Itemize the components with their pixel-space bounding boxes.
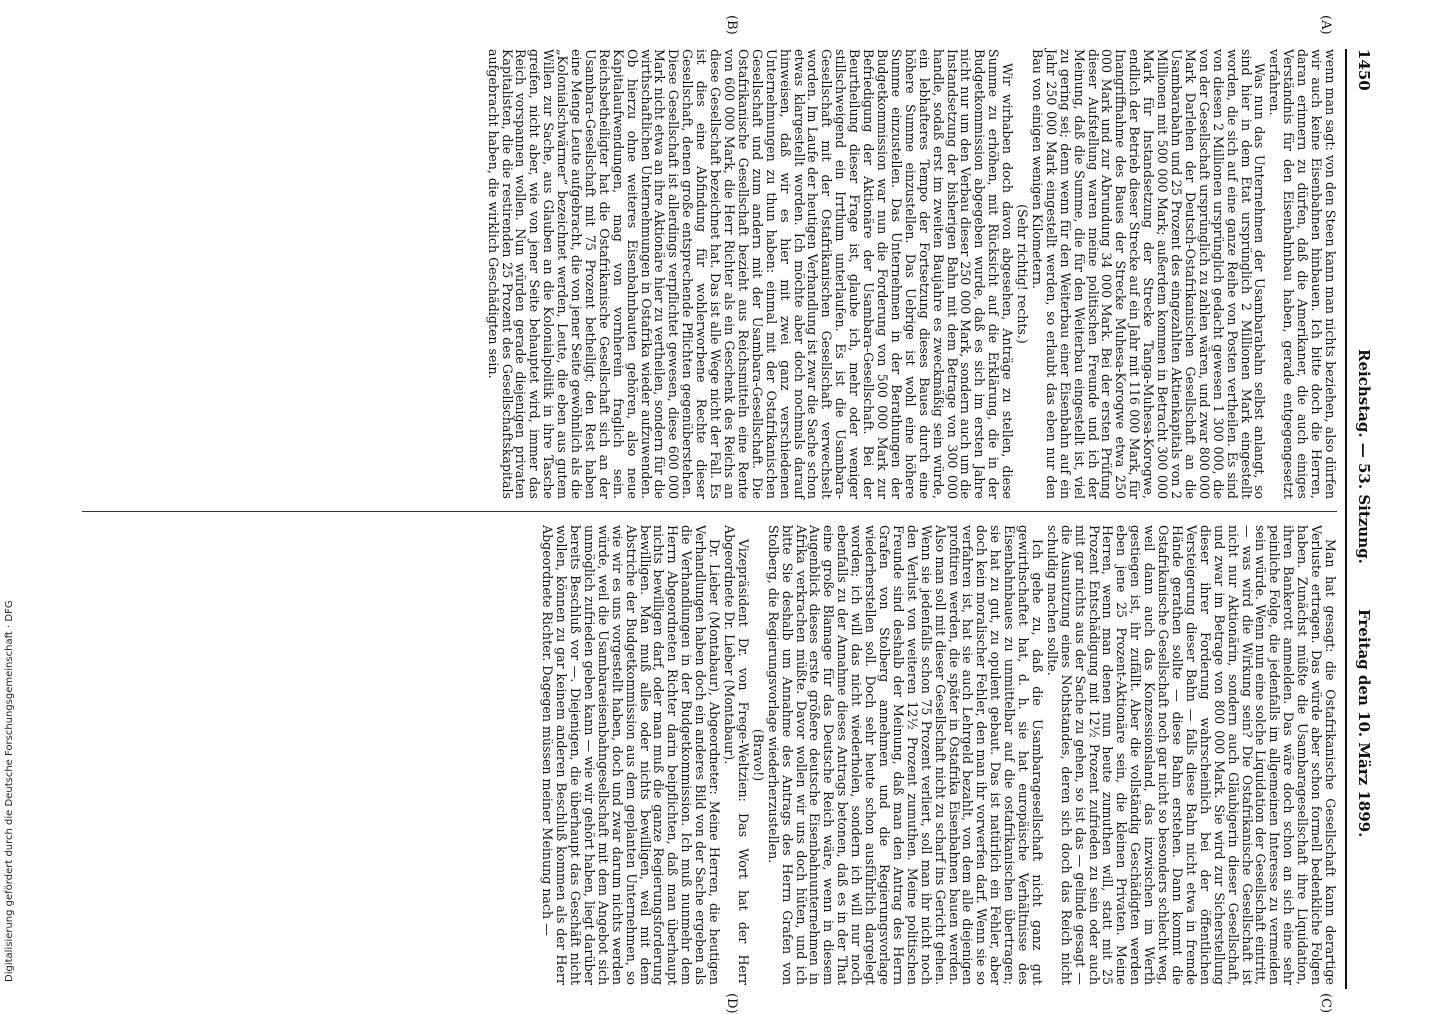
page-content	[57, 15, 1377, 1014]
margin-mark-d: (D)	[724, 993, 739, 1014]
page-title: Reichstag. — 53. Sitzung.	[1355, 349, 1373, 564]
paragraph: Dr. Lieber (Montabaur), Abgeordneter: Meine Herren, die heutigen Verhandlungen haben doch ein anderes Bild von der Sache ergeben als die Verhandlungen in der Budgetkommission. Ich muß nunmehr dem Herrn Abgeordneten Richter darin beipflichten, daß man überhaupt nichts bewilligen darf, oder man muß die ganze Regierungsforderung bewilligen. Man muß alles oder nichts bewilligen, weil mit dem Abstriche der Budgetkommission aus dem geplanten Unternehmen, so wie wir es uns vorgestellt haben, doch und zwar darum nichts werden würde, weil die Usambaraeisenbahngesellschaft mit dem Angebot sich unmöglich zufrieden geben kann — wie wir gehört haben, liegt darüber bereits Beschluß vor —. Diejenigen, die überhaupt das Geschäft nicht wollen, können zu gar keinem anderen Beschluß kommen als der Herr Abgeordnete Richter. Dagegen müssen meiner Meinung nach —	[540, 525, 723, 985]
text-column-left	[77, 49, 1337, 499]
paragraph: Vizepräsident Dr. von Frege-Weltzien: Das Wort hat der Herr Abgeordnete Dr. Lieber (Montabaur).	[722, 525, 751, 985]
header-rule	[1345, 49, 1347, 989]
margin-mark-c: (C)	[1318, 993, 1333, 1014]
page-header	[1349, 49, 1377, 989]
page-number: 1450	[1355, 49, 1373, 91]
session-date: Freitag den 10. März 1899.	[1355, 609, 1373, 838]
paragraph: (Bravo!)	[750, 728, 766, 782]
paragraph: Ich gehe zu, daß die Usambaragesellschaft nicht ganz gut gewirthschaftet hat, d. h. sie hat europäische Verhältnisse des Eisenbahnbaues zu unmittelbar auf die ostafrikanischen übertragen; sie hat zu gut, zu opulent gebaut. Das ist natürlich ein Fehler, aber doch kein moralischer Fehler, den man ihr vorwerfen darf. Wenn sie so verfahren ist, hat sie auch Lehrgeld bezahlt, von dem alle diejenigen profitiren werden, die später in Ostafrika Eisenbahnen bauen werden. Also man soll mit dieser Gesellschaft nicht zu scharf ins Gericht gehen. Wenn sie jedenfalls schon 75 Prozent verliert, soll man ihr nicht noch den Verlust von weiteren 12½ Prozent zumuthen. Meine politischen Freunde sind deshalb der Meinung, daß man den Antrag des Herrn Grafen von Stolberg annehmen und die Regierungsvorlage wiederherstellen soll. Doch sehr heute schon ausführlich dargelegt worden; ich will das nicht wiederholen, sondern ich will nur noch ebenfalls zu der Annahme dieses Antrags betonen, daß es in der That eine große Blamage für das Deutsche Reich wäre, wenn in diesem Augenblick dieses erste größere deutsche Eisenbahnunternehmen in Afrika verkrachen müßte. Davor wollen wir uns doch hüten, und ich bitte Sie deshalb um Annahme des Antrags des Herrn Grafen von Stolberg, die Regierungsvorlage wiederherzustellen.	[765, 525, 1045, 985]
paragraph: Was nun das Unternehmen der Usambarabahn selbst anlangt, so sind hier in dem Etat ursprünglich 2 Millionen Mark eingestellt worden, die sich auf eine ganze Reihe von Posten vertheilen. Es sind von diesen 2 Millionen ursprünglich gedacht gewesen 1 300 000, die von der Gesellschaft ursprünglich zu zahlen wären, und zwar 800 000 Mark Darlehen der Deutsch-Ostafrikanischen Gesellschaft an die Usambarabahn und 25 Prozent des eingezahlten Aktienkapitals von 2 Millionen mit 500 000 Mark; außerdem kommen in Betracht 300 000 Mark für Instandsetzung der Strecke Tanga-Muhesa-Korogwe, endlich der Betrieb dieser Strecke auf ein Jahr mit 116 000 Mark, für Inangriffnahme des Baues der Strecke Muhesa-Korogwe etwa 250 000 Mark und zur Abrundung 34 000 Mark. Bei der ersten Prüfung dieser Aufstellung waren meine politischen Freunde und ich der Meinung, daß die Summe, die für den Weiterbau eingestellt ist, viel zu gering sei; denn wenn für den Weiterbau einer Eisenbahn auf ein Jahr 250 000 Mark eingestellt werden, so erlaubt das eben nur den Bau von einigen wenigen Kilometern.	[1029, 49, 1268, 499]
paragraph: wenn man sagt: von den Steen kann man nichts beziehen, also dürfen wir auch keine Eisenbahnen hinbauen. Ich bitte doch die Herren, daran erinnern zu dürfen, daß die Amerikaner, die auch einiges Verständnis für den Eisenbahnbau haben, gerade entgegengesetzt verfahren.	[1267, 49, 1338, 499]
paragraph: (Sehr richtig! rechts.)	[1015, 204, 1031, 344]
margin-mark-a: (A)	[1318, 15, 1333, 35]
paragraph: Man hat gesagt: die Ostafrikanische Gesellschaft kann derartige Verluste ertragen. Das würde aber schon formell bedenkliche Folgen haben. Zunächst müßte die Usambaragesellschaft ihre Liquidation, ihren Bankerott anmelden. Das wäre doch schon an sich eine sehr peinliche Folge, die jedenfalls im allgemeinen Interesse zu vermeiden sein würde. Wenn nun eine solche Liquidation der Gesellschaft eintritt, — was wird die Wirkung sein? Die Ostafrikanische Gesellschaft ist nicht nur Aktionärin, sondern auch Gläubigerin dieser Gesellschaft, und zwar im Betrage von 800 000 Mark. Sie wird zur Sicherstellung dieser ihrer Forderung wahrscheinlich bei der öffentlichen Versteigerung dieser Bahn — falls diese Bahn nicht etwa in fremde Hände gerathen sollte — diese Bahn erstehen. Dann kommt die Ostafrikanische Gesellschaft noch gar nicht so besonders schlecht weg, weil dann auch das Konzessionsland, das inzwischen im Werth gestiegen ist, ihr zufällt. Aber die vollständig Geschädigten werden eben jene 25 Prozent-Aktionäre sein, die kleinen Privaten. Meine Herren, wenn man denen nun heute zumuthen will, statt mit 25 Prozent Entschädigung mit 12½ Prozent zufrieden zu sein oder auch mit gar nichts aus der Sache zu gehen, so ist das — gelinde gesagt — die Ausnutzung eines Nothstandes, deren sich doch das Reich nicht schuldig machen sollte.	[1044, 525, 1338, 985]
paragraph: Wir wirhaben doch davon abgesehen, Anträge zu stellen, diese Summe zu erhöhen, mit Rücksicht auf die Erklärung, die in der Budgetkommission abgegeben wurde, daß es sich im ersten Jahre nicht nur um den Verbau dieser 250 000 Mark, sondern auch um die Instandsetzung der bisherigen Bahn mit dem Betrage von 300 000 handle, sodaß erst im zweiten Baujahre es zweckmäßig sein würde, ein lebhafteres Tempo der Fortsetzung dieses Baues durch eine höhere Summe einzustellen. Das Uebrige ist wohl eine höhere Summe einzustellen. Das Unternehmen in der Berathungen der Budgetkommission war nun die Forderung von 500 000 Mark zur Befriedigung der Aktionäre der Usambara-Gesellschaft. Bei der Beurtheilung dieser Frage ist, glaube ich, mehr oder weniger stillschweigend ein Irrthum unterlaufen. Es ist die Usambara-Gesellschaft mit der Ostafrikanischen Gesellschaft verwechselt worden. Im Laufe der heutigen Verhandlung ist zwar die Sache schon etwas klargestellt worden. Ich möchte aber doch nochmals darauf hinweisen, daß wir es hier mit zwei ganz verschiedenen Unternehmungen zu thun haben: einmal mit der Ostafrikanischen Gesellschaft und zum andern mit der Usambara-Gesellschaft. Die Ostafrikanische Gesellschaft bezieht aus Reichsmitteln eine Rente von 600 000 Mark, die Herr Richter als ein Geschenk des Reichs an diese Gesellschaft bezeichnet hat. Das ist alle Wege nicht der Fall. Es ist dies eine Abfindung für wohlerworbene Rechte dieser Gesellschaft, denen große entsprechende Pflichten gegenüberstehen. Diese Gesellschaft ist allerdings verpflichtet gewesen, diese 600 000 Mark nicht etwa an ihre Aktionäre hier zu vertheilen, sondern für die wirthschaftlichen Unternehmungen in Ostafrika wieder aufzuwenden. Ob hierzu ohne weiteres Eisenbahnbauten gehören, also neue Kapitalaufwendungen, mag von vornherein fraglich sein. Reichsbetheiligter hat die Ostafrikanische Gesellschaft sich an der Usambara-Gesellschaft mit 75 Prozent betheiligt; den Rest haben eine Menge Leute aufgebracht, die von jener Seite gewöhnlich als die „Kolonialschwärmer“ bezeichnet werden, Leute, die eben aus gutem Willen zur Sache, aus Glauben an die Kolonialpolitik in ihre Tasche greifen, nicht aber, wie von jener Seite behauptet wird, immer das Reich vorspannen wollen. Nun würden gerade diejenigen privaten Kapitalisten, die die restirenden 25 Prozent des Gesellschaftskapitals aufgebracht haben, die wirklich Geschädigten sein.	[485, 49, 1016, 499]
text-column-right	[77, 525, 1337, 985]
column-divider	[82, 511, 1337, 512]
funding-note: Digitalisierung gefördert durch die Deutsche Forschungsgemeinschaft · DFG	[4, 600, 15, 982]
margin-mark-b: (B)	[724, 15, 739, 35]
